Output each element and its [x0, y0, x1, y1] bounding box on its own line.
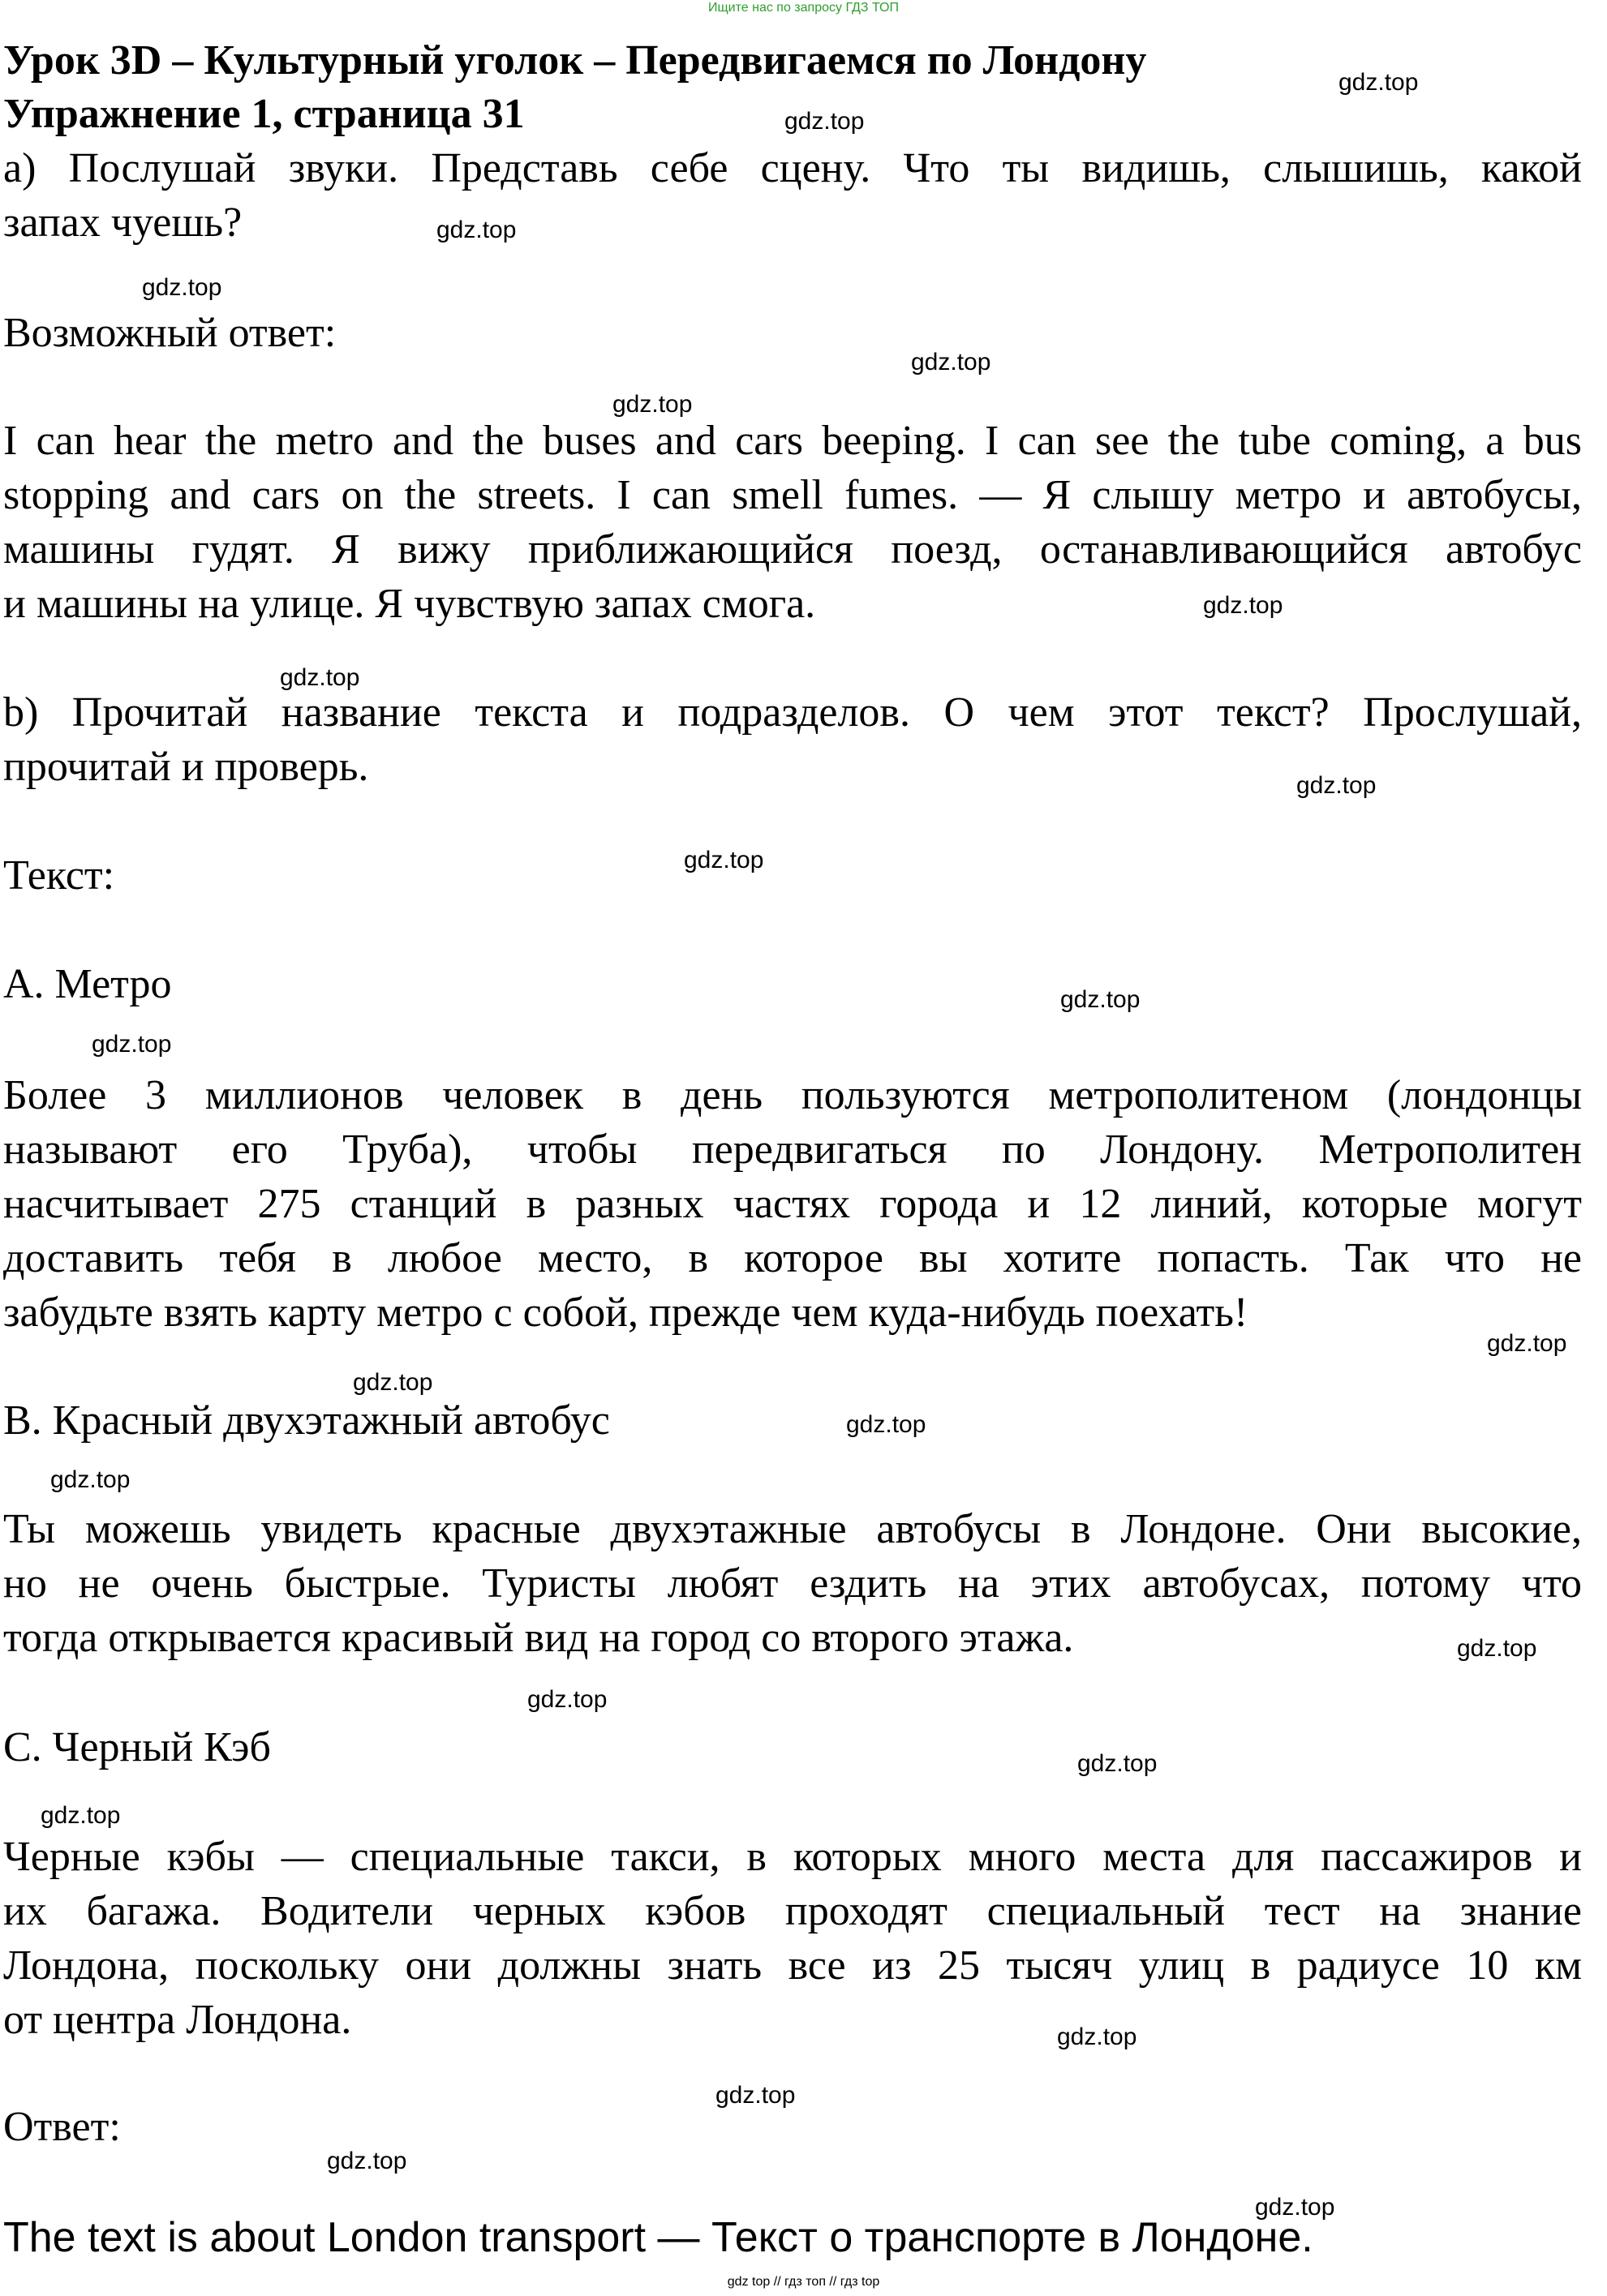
- section-c-line: Черные кэбы — специальные такси, в которых много места для пассажиров и: [3, 1834, 1582, 1880]
- watermark: gdz.top: [1457, 1635, 1537, 1662]
- section-c-line: Лондона, поскольку они должны знать все из 25 тысяч улиц в радиусе 10 км: [3, 1942, 1582, 1989]
- watermark: gdz.top: [911, 349, 991, 376]
- watermark: gdz.top: [327, 2148, 407, 2174]
- top-banner[interactable]: Ищите нас по запросу ГДЗ ТОП: [708, 1, 899, 15]
- final-answer: The text is about London transport — Текст о транспорте в Лондоне.: [3, 2214, 1313, 2261]
- possible-answer-label: Возможный ответ:: [3, 310, 337, 356]
- exercise-title: Упражнение 1, страница 31: [3, 91, 525, 137]
- section-a-title: A. Метро: [3, 961, 172, 1007]
- watermark: gdz.top: [527, 1686, 608, 1713]
- watermark: gdz.top: [1077, 1750, 1158, 1777]
- task-a-line: а) Послушай звуки. Представь себе сцену. Что ты видишь, слышишь, какой: [3, 145, 1582, 191]
- watermark: gdz.top: [1338, 69, 1419, 96]
- section-c-line: от центра Лондона.: [3, 1997, 352, 2043]
- section-c-line: их багажа. Водители черных кэбов проходят специальный тест на знание: [3, 1888, 1582, 1934]
- watermark: gdz.top: [1060, 986, 1141, 1013]
- watermark: gdz.top: [280, 664, 360, 691]
- footer-banner[interactable]: gdz top // гдз топ // гдз top: [727, 2275, 880, 2289]
- answer-a-line: I can hear the metro and the buses and cars beeping. I can see the tube coming, a bus: [3, 418, 1582, 464]
- section-a-line: доставить тебя в любое место, в которое вы хотите попасть. Так что не: [3, 1235, 1582, 1281]
- section-b-line: но не очень быстрые. Туристы любят ездить на этих автобусах, потому что: [3, 1560, 1582, 1607]
- watermark: gdz.top: [1487, 1330, 1567, 1357]
- watermark: gdz.top: [1255, 2194, 1335, 2221]
- watermark: gdz.top: [715, 2082, 796, 2109]
- answer-a-line: stopping and cars on the streets. I can smell fumes. — Я слышу метро и автобусы,: [3, 472, 1582, 518]
- answer-label: Ответ:: [3, 2104, 121, 2150]
- watermark: gdz.top: [684, 847, 764, 873]
- section-b-title: B. Красный двухэтажный автобус: [3, 1397, 610, 1444]
- section-a-line: называют его Труба), чтобы передвигаться по Лондону. Метрополитен: [3, 1127, 1582, 1173]
- watermark: gdz.top: [1057, 2023, 1137, 2050]
- section-b-line: Ты можешь увидеть красные двухэтажные автобусы в Лондоне. Они высокие,: [3, 1506, 1582, 1552]
- lesson-title: Урок 3D – Культурный уголок – Передвигаемся по Лондону: [3, 37, 1147, 84]
- watermark: gdz.top: [1203, 592, 1283, 619]
- watermark: gdz.top: [50, 1466, 131, 1493]
- section-a-line: Более 3 миллионов человек в день пользуются метрополитеном (лондонцы: [3, 1072, 1582, 1118]
- section-a-line: забудьте взять карту метро с собой, прежде чем куда-нибудь поехать!: [3, 1290, 1248, 1336]
- watermark: gdz.top: [436, 217, 517, 243]
- task-a-line: запах чуешь?: [3, 200, 243, 246]
- section-a-line: насчитывает 275 станций в разных частях города и 12 линий, которые могут: [3, 1181, 1582, 1227]
- watermark: gdz.top: [41, 1802, 121, 1829]
- watermark: gdz.top: [846, 1411, 926, 1438]
- text-label: Текст:: [3, 852, 115, 899]
- watermark: gdz.top: [1296, 772, 1377, 799]
- answer-a-line: и машины на улице. Я чувствую запах смога.: [3, 581, 816, 627]
- answer-a-line: машины гудят. Я вижу приближающийся поезд, останавливающийся автобус: [3, 526, 1582, 573]
- watermark: gdz.top: [784, 108, 865, 135]
- watermark: gdz.top: [92, 1031, 172, 1058]
- section-b-line: тогда открывается красивый вид на город со второго этажа.: [3, 1615, 1074, 1661]
- watermark: gdz.top: [612, 391, 693, 418]
- task-b-line: b) Прочитай название текста и подразделов. О чем этот текст? Прослушай,: [3, 689, 1582, 736]
- section-c-title: C. Черный Кэб: [3, 1724, 271, 1770]
- task-b-line: прочитай и проверь.: [3, 744, 369, 790]
- watermark: gdz.top: [142, 274, 222, 301]
- watermark: gdz.top: [353, 1369, 433, 1396]
